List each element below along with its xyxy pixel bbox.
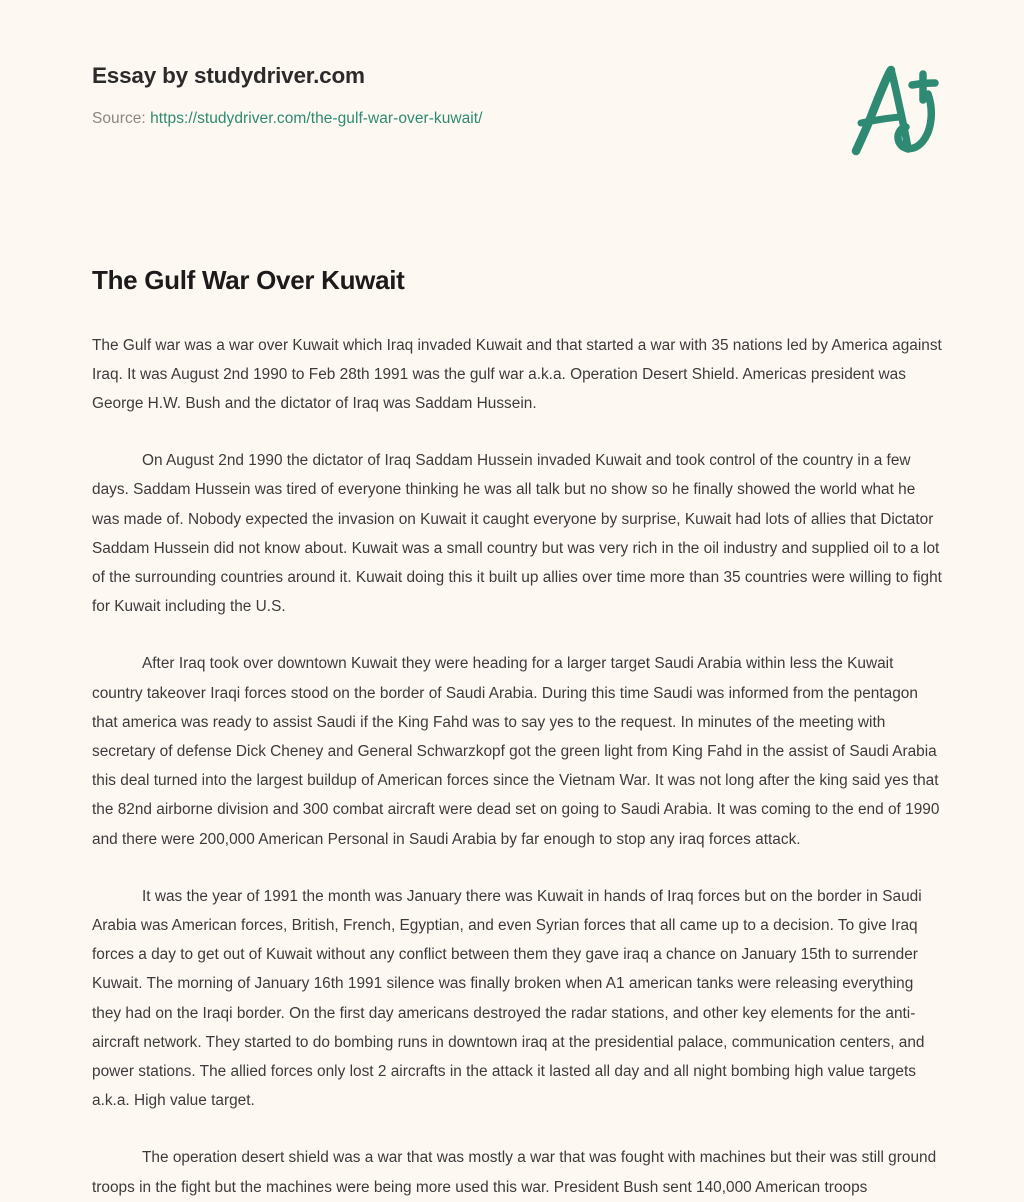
- source-label: Source:: [92, 110, 146, 127]
- source-line: [92, 109, 934, 130]
- source-url-link[interactable]: https://studydriver.com/the-gulf-war-over-kuwait/: [150, 110, 483, 127]
- page-header: [0, 0, 1024, 190]
- paragraph: The Gulf war was a war over Kuwait which Iraq invaded Kuwait and that started a war with 35 nations led by America against Iraq. It was August 2nd 1990 to Feb 28th 1991 was the gulf war a.k.a. Operation Desert Shield. Americas president was George H.W. Bush and the dictator of Iraq was Saddam Hussein.: [92, 336, 942, 412]
- a-plus-logo-icon: [836, 52, 946, 164]
- article: [0, 264, 1024, 1202]
- paragraph: It was the year of 1991 the month was January there was Kuwait in hands of Iraq forces but on the border in Saudi Arabia was American forces, British, French, Egyptian, and even Syrian forces that all came up to a decision. To give Iraq forces a day to get out of Kuwait without any conflict between them they gave iraq a chance on January 15th to surrender Kuwait. The morning of January 16th 1991 silence was finally broken when A1 american tanks were releasing everything they had on the Iraqi border. On the first day americans destroyed the radar stations, and other key elements for the anti- aircraft network. They started to do bombing runs in downtown iraq at the presidential palace, communication centers, and power stations. The allied forces only lost 2 aircrafts in the attack it lasted all day and all night bombing high value targets a.k.a. High value target.: [92, 887, 925, 1110]
- article-body: [92, 331, 946, 1202]
- paragraph: On August 2nd 1990 the dictator of Iraq Saddam Hussein invaded Kuwait and took control of the country in a few days. Saddam Hussein was tired of everyone thinking he was all talk but no show so he finally showed the world what he was made of. Nobody expected the invasion on Kuwait it caught everyone by surprise, Kuwait had lots of allies that Dictator Saddam Hussein did not know about. Kuwait was a small country but was very rich in the oil industry and supplied oil to a lot of the surrounding countries around it. Kuwait doing this it built up allies over time more than 35 countries were willing to fight for Kuwait including the U.S.: [92, 452, 942, 616]
- page-title: The Gulf War Over Kuwait: [92, 265, 405, 295]
- paragraph: After Iraq took over downtown Kuwait they were heading for a larger target Saudi Arabia within less the Kuwait country takeover Iraqi forces stood on the border of Saudi Arabia. During this time Saudi was informed from the pentagon that america was ready to assist Saudi if the King Fahd was to say yes to the request. In minutes of the meeting with secretary of defense Dick Cheney and General Schwarzkopf got the green light from King Fahd in the assist of Saudi Arabia this deal turned into the largest buildup of American forces since the Vietnam War. It was not long after the king said yes that the 82nd airborne division and 300 combat aircraft were dead set on going to Saudi Arabia. It was coming to the end of 1990 and there were 200,000 American Personal in Saudi Arabia by far enough to stop any iraq forces attack.: [92, 655, 940, 848]
- paragraph: The operation desert shield was a war that was mostly a war that was fought with machines but their was still ground troops in the fight but the machines were being more used this war. President Bush sent 140,000 American troops: [92, 1149, 937, 1196]
- brand-title: Essay by studydriver.com: [92, 63, 365, 88]
